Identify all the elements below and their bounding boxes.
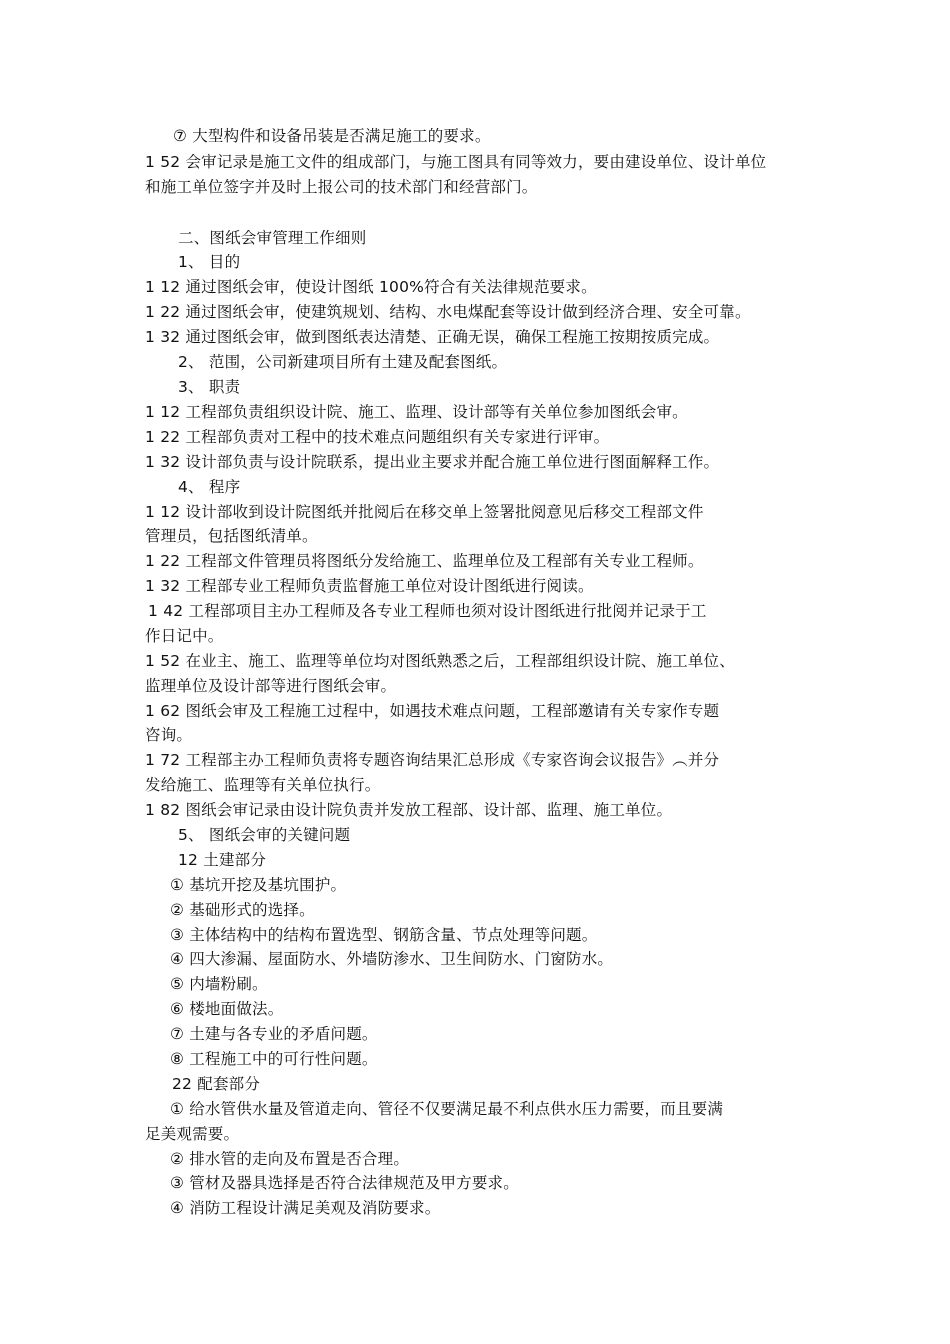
list-item: ⑤ 内墙粉刷。 [170, 975, 268, 993]
list-item: ① 基坑开挖及基坑围护。 [170, 876, 347, 894]
text-line: 1 12 设计部收到设计院图纸并批阅后在移交单上签署批阅意见后移交工程部文件 [145, 503, 704, 521]
text-line: 1 22 工程部负责对工程中的技术难点问题组织有关专家进行评审。 [145, 428, 610, 446]
list-item: ⑧ 工程施工中的可行性问题。 [170, 1050, 378, 1068]
text-line: 1 32 通过图纸会审，做到图纸表达清楚、正确无误，确保工程施工按期按质完成。 [145, 328, 720, 346]
text-line: 1 52 会审记录是施工文件的组成部门，与施工图具有同等效力，要由建设单位、设计单位 [145, 153, 767, 171]
text-line: 1 12 通过图纸会审，使设计图纸 100%符合有关法律规范要求。 [145, 278, 597, 296]
list-item: ③ 管材及器具选择是否符合法律规范及甲方要求。 [170, 1174, 519, 1192]
text-line: 发给施工、监理等有关单位执行。 [145, 776, 381, 794]
text-line: 管理员，包括图纸清单。 [145, 527, 318, 545]
subsection-heading: 3、 职责 [178, 378, 241, 396]
list-item: ④ 消防工程设计满足美观及消防要求。 [170, 1199, 441, 1217]
text-line: 1 82 图纸会审记录由设计院负责并发放工程部、设计部、监理、施工单位。 [145, 801, 673, 819]
subsection-heading: 5、 图纸会审的关键问题 [178, 826, 351, 844]
text-line: 1 32 设计部负责与设计院联系，提出业主要求并配合施工单位进行图面解释工作。 [145, 453, 720, 471]
text-line: 咨询。 [145, 726, 193, 744]
text-line: 监理单位及设计部等进行图纸会审。 [145, 677, 397, 695]
subsection-heading: 2、 范围，公司新建项目所有土建及配套图纸。 [178, 353, 508, 371]
list-item: ① 给水管供水量及管道走向、管径不仅要满足最不利点供水压力需要，而且要满 [170, 1100, 724, 1118]
list-item: ② 基础形式的选择。 [170, 901, 315, 919]
list-item: ⑥ 楼地面做法。 [170, 1000, 284, 1018]
subsection-heading: 22 配套部分 [172, 1075, 261, 1093]
text-line: 1 32 工程部专业工程师负责监督施工单位对设计图纸进行阅读。 [145, 577, 594, 595]
text-line: 作日记中。 [145, 627, 224, 645]
subsection-heading: 1、 目的 [178, 253, 241, 271]
subsection-heading: 4、 程序 [178, 478, 241, 496]
list-item: ④ 四大渗漏、屋面防水、外墙防渗水、卫生间防水、门窗防水。 [170, 950, 614, 968]
text-line: 1 42 工程部项目主办工程师及各专业工程师也须对设计图纸进行批阅并记录于工 [148, 602, 707, 620]
section-heading: 二、图纸会审管理工作细则 [178, 229, 367, 247]
text-line: 1 12 工程部负责组织设计院、施工、监理、设计部等有关单位参加图纸会审。 [145, 403, 688, 421]
list-item: ② 排水管的走向及布置是否合理。 [170, 1150, 410, 1168]
text-line: 足美观需要。 [145, 1125, 240, 1143]
subsection-heading: 12 土建部分 [178, 851, 267, 869]
text-line: 1 22 通过图纸会审，使建筑规划、结构、水电煤配套等设计做到经济合理、安全可靠。 [145, 303, 751, 321]
text-line: 1 22 工程部文件管理员将图纸分发给施工、监理单位及工程部有关专业工程师。 [145, 552, 704, 570]
text-line: 和施工单位签字并及时上报公司的技术部门和经营部门。 [145, 178, 538, 196]
text-line: 1 62 图纸会审及工程施工过程中，如遇技术难点问题，工程部邀请有关专家作专题 [145, 702, 720, 720]
text-line: 1 72 工程部主办工程师负责将专题咨询结果汇总形成《专家咨询会议报告》︵并分 [145, 751, 720, 769]
list-item: ⑦ 土建与各专业的矛盾问题。 [170, 1025, 378, 1043]
text-line: ⑦ 大型构件和设备吊装是否满足施工的要求。 [173, 127, 491, 145]
list-item: ③ 主体结构中的结构布置选型、钢筋含量、节点处理等问题。 [170, 926, 598, 944]
text-line: 1 52 在业主、施工、监理等单位均对图纸熟悉之后，工程部组织设计院、施工单位、 [145, 652, 735, 670]
